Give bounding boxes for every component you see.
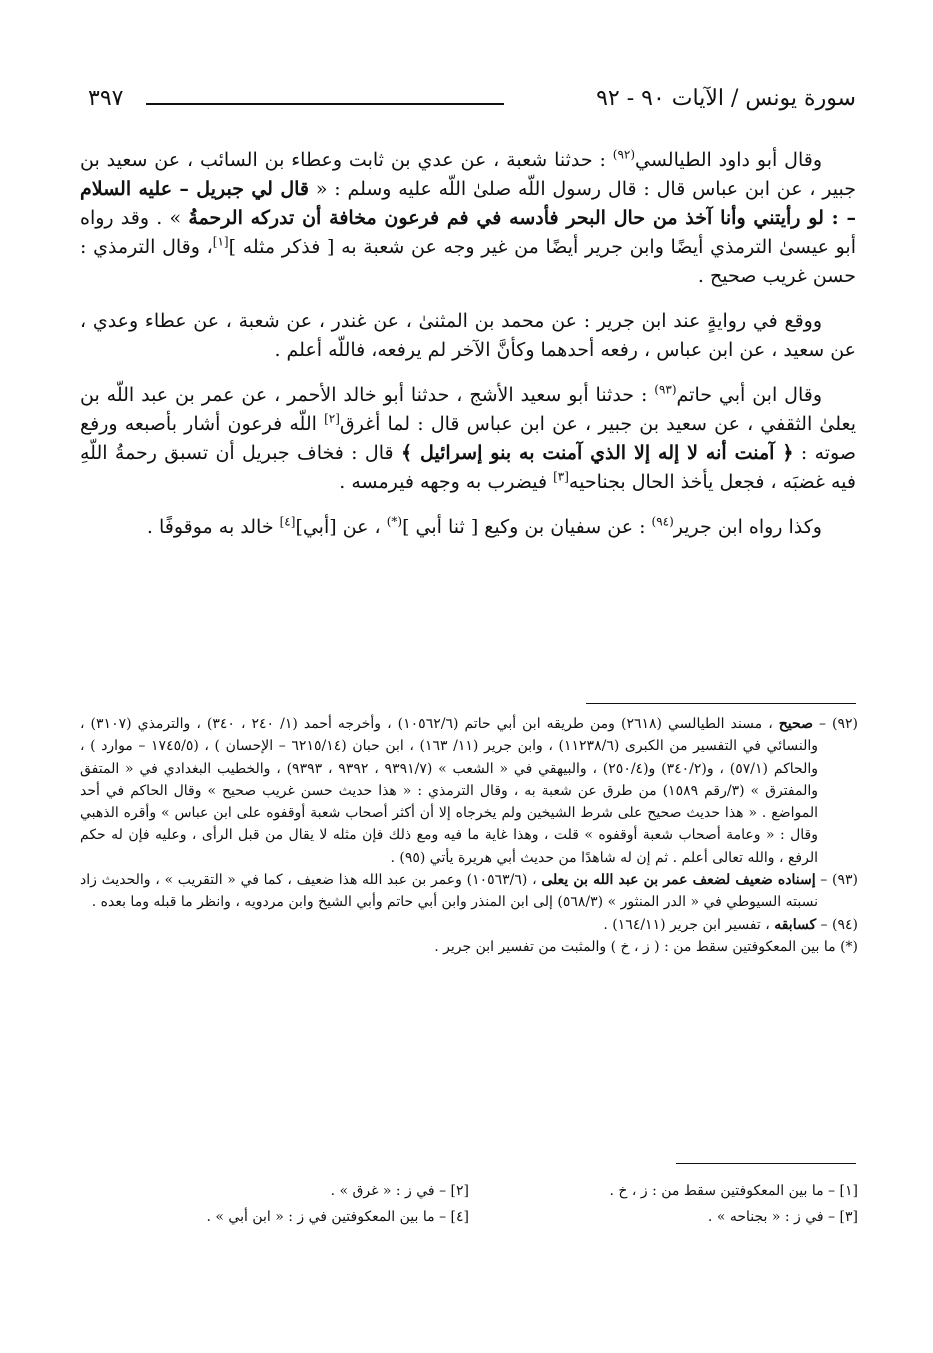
- text-run: ، وقال الترمذي : حسن غريب صحيح .: [80, 236, 856, 287]
- page-number: ٣٩٧: [88, 86, 124, 111]
- text-run: قال : فخاف جبريل أن تسبق رحمةُ اللّهِ فيه غضبَه ، فجعل يأخذ الحال بجناحيه: [80, 442, 856, 493]
- text-run: وقال ابن أبي حاتم: [676, 384, 822, 406]
- variants-row: [80, 1178, 858, 1204]
- footnote-ref: (*): [386, 514, 403, 529]
- footnote-star: (*) ما بين المعكوفتين سقط من : ( ز ، خ ) والمثبت من تفسير ابن جرير .: [434, 938, 858, 955]
- page-header: [88, 86, 856, 118]
- footnote-number: (٩٣) –: [815, 872, 858, 889]
- sura-title: سورة يونس / الآيات ٩٠ - ٩٢: [596, 86, 856, 111]
- text-run: فيضرب به وجهه فيرمسه .: [339, 471, 554, 493]
- header-rule: [146, 103, 504, 105]
- variants-separator: [676, 1163, 856, 1164]
- footnote-ref: (٩٢): [612, 147, 636, 162]
- variant-ref: [١]: [212, 234, 229, 249]
- footnote-ref: (٩٤): [651, 514, 674, 529]
- variant-ref: [٢]: [324, 411, 340, 426]
- main-text: [80, 146, 856, 558]
- variant-3: [٣] – في ز : « بجناحه » .: [707, 1209, 858, 1225]
- footnote-grade: إسناده ضعيف لضعف عمر بن عبد الله بن يعلى: [541, 872, 816, 889]
- footnote-ref: (٩٣): [654, 382, 677, 397]
- footnote-93: [80, 869, 858, 914]
- variants-row: [80, 1204, 858, 1230]
- text-run: : حدثنا أبو سعيد الأشج ، حدثنا أبو خالد الأحمر ، عن عمر بن عبد اللّه بن يعلىٰ الثقفي ، عن سعيد بن جبير ، عن ابن عباس قال : لما أغرق: [80, 384, 856, 435]
- footnote-text: ، تفسير ابن جرير (١٦٤/١١) .: [603, 916, 775, 933]
- paragraph-3: [80, 381, 856, 497]
- footnote-text: ، مسند الطيالسي (٢٦١٨) ومن طريقه ابن أبي حاتم (١٠٥٦٢/٦) ، وأخرجه أحمد (١/ ٢٤٠ ، ٣٤٠) ، والترمذي (٣١٠٧) ، والنسائي في التفسير من الكبرى (١١٢٣٨/٦) ، وابن جرير (١١/ ١٦٣) ، ابن حبان (٦٢١٥/١٤ – الإحسان ) ، (١٧٤٥/٥ – موارد ) ، والحاكم (٥٧/١) ، و(٣٤٠/٢) و(٢٥٠/٤) ، والبيهقي في « الشعب » (٩٣٩١/٧ ، ٩٣٩٢ ، ٩٣٩٣) ، والخطيب البغدادي في « المتفق والمفترق » (٣/رقم ١٥٨٩) من طرق عن شعبة به ، وقال الترمذي : « هذا حديث حسن غريب صحيح » وقال الحاكم في أحد المواضع . « هذا حديث صحيح على شرط الشيخين ولم يخرجاه إلا أن أكثر أصحاب شعبة أوقفوه على ابن عباس » وأقره الذهبي وقال : « وعامة أصحاب شعبة أوقفوه » قلت ، وهذا غاية ما فيه ومع ذلك فإن مثله لا يقال من قبل الرأى ، وعليه فإن له حكم الرفع ، والله تعالى أعلم . ثم إن له شاهدًا من حديث أبي هريرة يأتي (٩٥) .: [80, 716, 819, 866]
- hadith-text: قال لي جبريل – عليه السلام – : لو رأيتني وأنا آخذ من حال البحر فأدسه في فم فرعون مخافة أن تدركه الرحمةُ: [80, 178, 856, 229]
- text-run: وكذا رواه ابن جرير: [673, 516, 822, 538]
- variant-2: [٢] – في ز : « غرق » .: [330, 1183, 469, 1199]
- footnote-92: [80, 713, 858, 869]
- footnote-grade: كسابقه: [774, 916, 817, 933]
- footnotes: [80, 713, 858, 958]
- text-run: ، عن [أبي]: [295, 516, 387, 538]
- text-run: » . وقد رواه أبو عيسىٰ الترمذي أيضًا وابن جرير أيضًا من غير وجه عن شعبة به [ فذكر مثله ]: [80, 207, 857, 258]
- paragraph-2: ووقع في روايةٍ عند ابن جرير : عن محمد بن المثنىٰ ، عن غندر ، عن شعبة ، عن عطاء وعدي ، عن سعيد ، عن ابن عباس ، رفعه أحدهما وكأنَّ الآخر لم يرفعه، فاللّه أعلم .: [80, 310, 856, 361]
- paragraph-1: [80, 146, 856, 291]
- footnote-separator: [586, 703, 856, 704]
- paragraph-4: [80, 513, 856, 542]
- footnote-text: ، (١٠٥٦٣/٦) وعمر بن عبد الله هذا ضعيف ، كما في « التقريب » ، والحديث زاد نسبته السيوطي في « الدر المنثور » (٥٦٨/٣) إلى ابن المنذر وابن أبي حاتم وأبي الشيخ وابن مردويه ، وانظر ما قبله وما بعده .: [80, 872, 818, 911]
- manuscript-variants: [80, 1178, 858, 1230]
- text-run: خالد به موقوفًا .: [146, 516, 280, 538]
- text-run: : حدثنا شعبة ، عن عدي بن ثابت وعطاء بن السائب ، عن سعيد بن جبير ، عن ابن عباس قال : قال رسول اللّه صلىٰ اللّه عليه وسلم : «: [80, 149, 857, 200]
- variant-4: [٤] – ما بين المعكوفتين في ز : « ابن أبي » .: [206, 1209, 469, 1225]
- text-run: اللّه فرعون أشار بأصبعه ورفع صوته :: [80, 413, 856, 464]
- text-run: وقال أبو داود الطيالسي: [635, 149, 823, 171]
- variant-1: [١] – ما بين المعكوفتين سقط من : ز ، خ .: [609, 1183, 858, 1199]
- text-run: : عن سفيان بن وكيع [ ثنا أبي ]: [402, 516, 652, 538]
- variant-ref: [٤]: [279, 514, 296, 529]
- footnote-number: (٩٢) –: [812, 716, 859, 732]
- quran-quote: ﴿ آمنت أنه لا إله إلا الذي آمنت به بنو إسرائيل ﴾: [400, 442, 794, 464]
- footnote-grade: صحيح: [778, 716, 813, 732]
- variant-ref: [٣]: [553, 469, 569, 484]
- footnote-94: [80, 914, 858, 936]
- footnote-number: (٩٤) –: [816, 916, 858, 933]
